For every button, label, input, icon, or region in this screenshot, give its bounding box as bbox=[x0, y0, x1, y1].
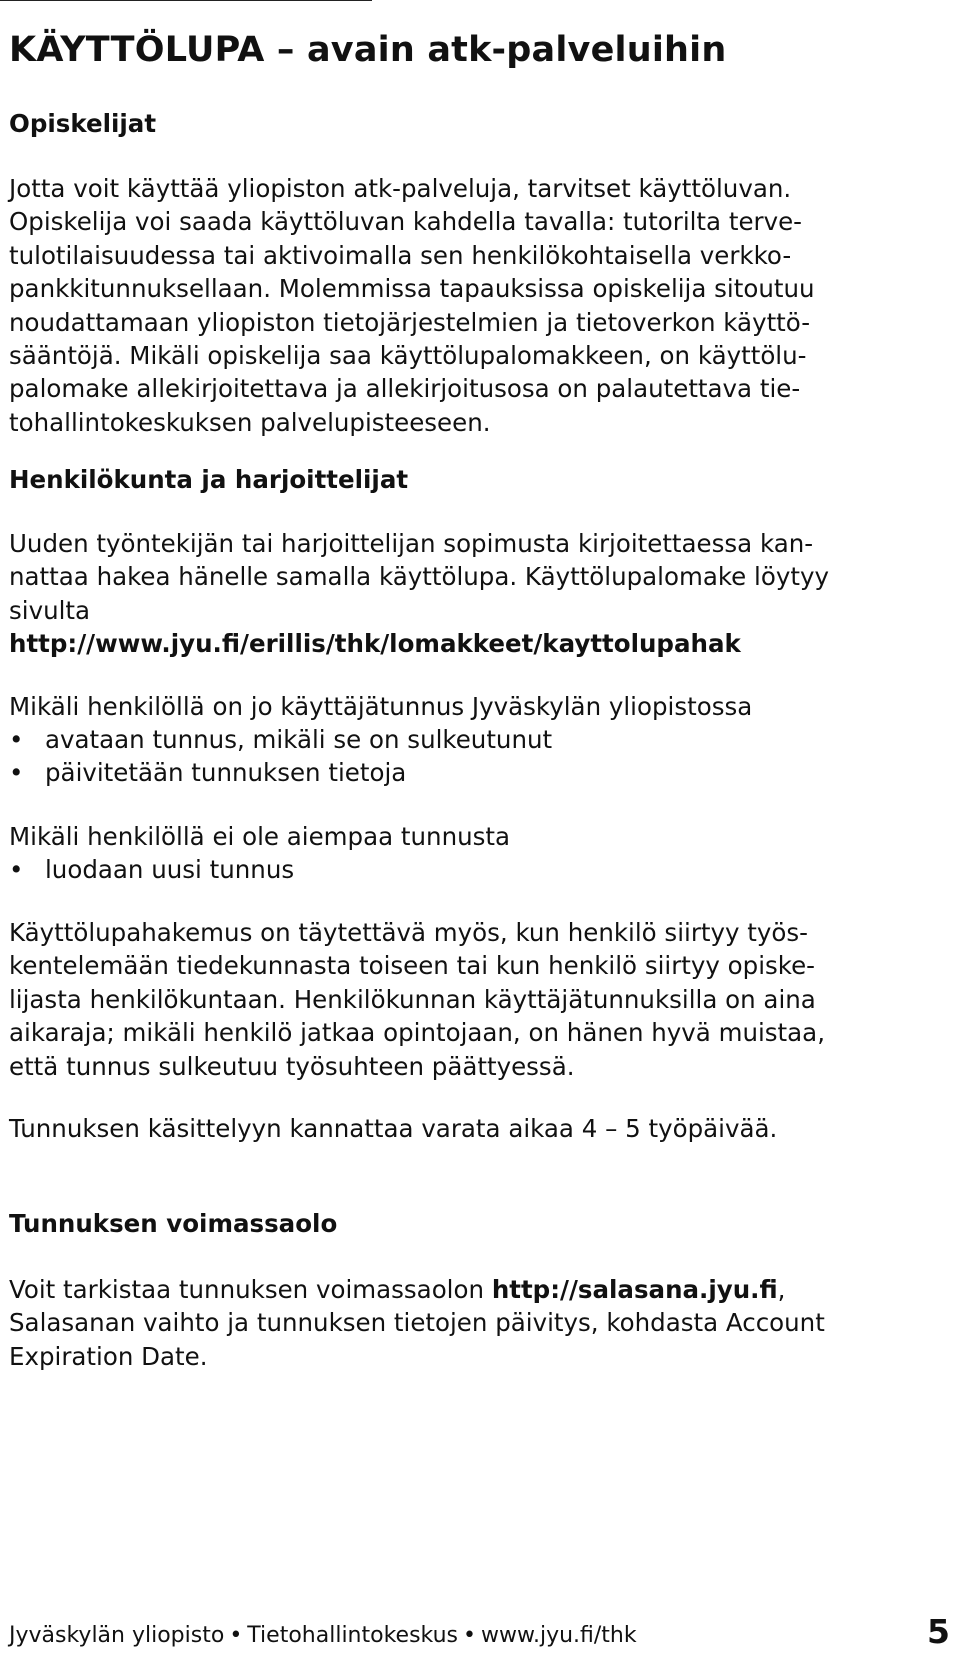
text-line: Käyttölupahakemus on täytettävä myös, kun henkilö siirtyy työs- bbox=[9, 918, 808, 947]
text-line: sivulta bbox=[9, 595, 91, 625]
text-line: Mikäli henkilöllä ei ole aiempaa tunnusta bbox=[9, 822, 511, 851]
text-line: kentelemään tiedekunnasta toiseen tai kun henkilö siirtyy opiske- bbox=[9, 951, 816, 981]
list-item: • päivitetään tunnuksen tietoja bbox=[9, 756, 552, 789]
page-title: KÄYTTÖLUPA – avain atk-palveluihin bbox=[9, 30, 727, 70]
text-line: pankkitunnuksellaan. Molemmissa tapauksissa opiskelija sitoutuu bbox=[9, 274, 815, 304]
text-line: Voit tarkistaa tunnuksen voimassaolon http://salasana.jyu.fi, bbox=[9, 1275, 786, 1304]
footer-separator: • bbox=[229, 1623, 243, 1648]
staff-heading: Henkilökunta ja harjoittelijat bbox=[9, 465, 409, 494]
text-line: Salasanan vaihto ja tunnuksen tietojen päivitys, kohdasta Account bbox=[9, 1308, 825, 1338]
text-line: aikaraja; mikäli henkilö jatkaa opintojaan, on hänen hyvä muistaa, bbox=[9, 1018, 825, 1048]
footer-university: Jyväskylän yliopisto bbox=[9, 1623, 225, 1648]
bullet-icon: • bbox=[9, 725, 24, 754]
text-line: Mikäli henkilöllä on jo käyttäjätunnus Jyväskylän yliopistossa bbox=[9, 692, 753, 721]
page-number: 5 bbox=[927, 1612, 950, 1651]
form-url-link[interactable]: http://www.jyu.fi/erillis/thk/lomakkeet/kayttolupahak bbox=[9, 629, 741, 659]
text-line: Expiration Date. bbox=[9, 1341, 208, 1371]
text-line: Uuden työntekijän tai harjoittelijan sopimusta kirjoitettaessa kan- bbox=[9, 529, 814, 558]
students-paragraph bbox=[9, 172, 815, 439]
validity-paragraph bbox=[9, 1273, 825, 1373]
transfer-paragraph bbox=[9, 916, 825, 1083]
text-line: Opiskelija voi saada käyttöluvan kahdella tavalla: tutorilta terve- bbox=[9, 207, 803, 237]
bullet-icon: • bbox=[9, 855, 24, 884]
students-heading: Opiskelijat bbox=[9, 109, 157, 138]
text-line: noudattamaan yliopiston tietojärjestelmien ja tietoverkon käyttö- bbox=[9, 307, 811, 337]
top-rule bbox=[0, 0, 372, 1]
page-footer bbox=[9, 1621, 637, 1651]
new-account-intro bbox=[9, 820, 510, 853]
text-line: sääntöjä. Mikäli opiskelija saa käyttölupalomakkeen, on käyttölu- bbox=[9, 341, 807, 371]
footer-web-link[interactable]: www.jyu.fi/thk bbox=[481, 1623, 637, 1648]
text-line: Jotta voit käyttää yliopiston atk-palveluja, tarvitset käyttöluvan. bbox=[9, 174, 792, 203]
bullet-icon: • bbox=[9, 758, 24, 788]
text-line: nattaa hakea hänelle samalla käyttölupa. Käyttölupalomake löytyy bbox=[9, 562, 829, 592]
text-line: tohallintokeskuksen palvelupisteeseen. bbox=[9, 407, 491, 437]
existing-account-list bbox=[9, 723, 552, 790]
footer-center: Tietohallintokeskus bbox=[247, 1623, 459, 1648]
text-line: tulotilaisuudessa tai aktivoimalla sen henkilökohtaisella verkko- bbox=[9, 240, 792, 270]
footer-separator: • bbox=[463, 1623, 476, 1648]
text-line: lijasta henkilökuntaan. Henkilökunnan käyttäjätunnuksilla on aina bbox=[9, 984, 816, 1014]
staff-paragraph bbox=[9, 527, 829, 661]
text-line: palomake allekirjoitettava ja allekirjoitusosa on palautettava tie- bbox=[9, 374, 801, 404]
new-account-list bbox=[9, 853, 294, 886]
existing-account-intro bbox=[9, 690, 752, 723]
list-item: • avataan tunnus, mikäli se on sulkeutunut bbox=[9, 723, 552, 756]
validity-heading: Tunnuksen voimassaolo bbox=[9, 1209, 338, 1238]
text-line: Tunnuksen käsittelyyn kannattaa varata aikaa 4 – 5 työpäivää. bbox=[9, 1114, 778, 1143]
salasana-url-link[interactable]: http://salasana.jyu.fi bbox=[491, 1275, 778, 1304]
processing-time bbox=[9, 1112, 777, 1145]
text-line: että tunnus sulkeutuu työsuhteen päättyessä. bbox=[9, 1051, 575, 1081]
list-item: • luodaan uusi tunnus bbox=[9, 853, 294, 886]
